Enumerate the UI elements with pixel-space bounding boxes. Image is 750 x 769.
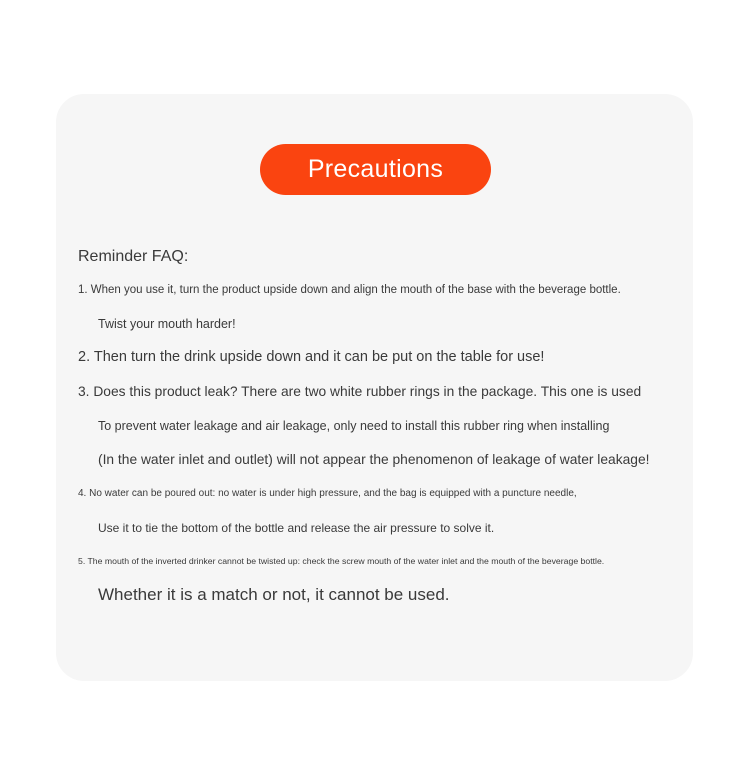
page-title: Precautions	[260, 144, 491, 195]
faq-heading: Reminder FAQ:	[78, 248, 189, 265]
faq-item-5-continuation: Whether it is a match or not, it cannot be used.	[98, 585, 450, 604]
faq-item-2: 2. Then turn the drink upside down and it can be put on the table for use!	[78, 349, 545, 365]
faq-item-1-continuation: Twist your mouth harder!	[98, 317, 236, 331]
faq-item-4: 4. No water can be poured out: no water is under high pressure, and the bag is equipped with a puncture needle,	[78, 488, 577, 499]
faq-item-3-continuation-2: (In the water inlet and outlet) will not appear the phenomenon of leakage of water leakage!	[98, 452, 650, 467]
faq-item-3-continuation: To prevent water leakage and air leakage, only need to install this rubber ring when installing	[98, 419, 610, 433]
faq-item-4-continuation: Use it to tie the bottom of the bottle and release the air pressure to solve it.	[98, 521, 495, 535]
faq-item-1: 1. When you use it, turn the product upside down and align the mouth of the base with the beverage bottle.	[78, 284, 621, 296]
faq-item-3: 3. Does this product leak? There are two white rubber rings in the package. This one is used	[78, 384, 642, 399]
faq-item-5: 5. The mouth of the inverted drinker cannot be twisted up: check the screw mouth of the water inlet and the mouth of the beverage bottle.	[78, 556, 605, 566]
